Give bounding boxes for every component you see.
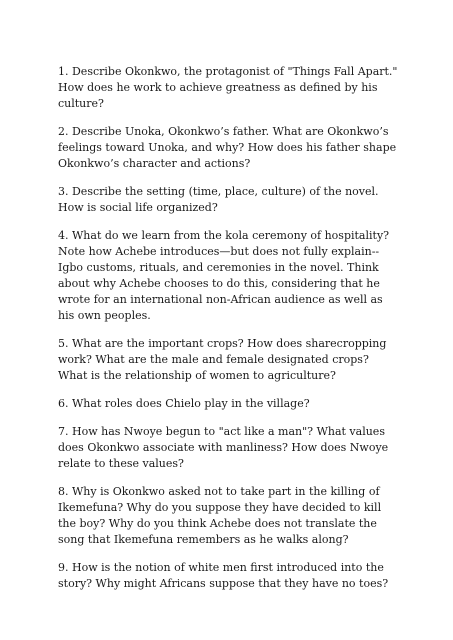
question-9: 9. How is the notion of white men first introduced into the story? Why might Africans suppose that they have no toes? — [58, 561, 389, 590]
question-list — [58, 64, 400, 604]
question-3: 3. Describe the setting (time, place, culture) of the novel. How is social life organized? — [58, 185, 379, 214]
question-4: 4. What do we learn from the kola ceremony of hospitality? Note how Achebe introduces—but does not fully explain--Igbo customs, rituals, and ceremonies in the novel. Think about why Achebe chooses to do this, considering that he wrote for an international non-African audience as well as his own peoples. — [58, 229, 390, 322]
question-1: 1. Describe Okonkwo, the protagonist of "Things Fall Apart." How does he work to achieve greatness as defined by his culture? — [58, 65, 398, 110]
question-6: 6. What roles does Chielo play in the village? — [58, 397, 310, 410]
question-2: 2. Describe Unoka, Okonkwo’s father. What are Okonkwo’s feelings toward Unoka, and why? How does his father shape Okonkwo’s character and actions? — [58, 125, 397, 170]
question-7: 7. How has Nwoye begun to "act like a man"? What values does Okonkwo associate with manliness? How does Nwoye relate to these values? — [58, 425, 389, 470]
question-5: 5. What are the important crops? How does sharecropping work? What are the male and female designated crops? What is the relationship of women to agriculture? — [58, 337, 387, 382]
question-8: 8. Why is Okonkwo asked not to take part in the killing of Ikemefuna? Why do you suppose they have decided to kill the boy? Why do you think Achebe does not translate the song that Ikemefuna remembers as he walks along? — [58, 485, 382, 546]
